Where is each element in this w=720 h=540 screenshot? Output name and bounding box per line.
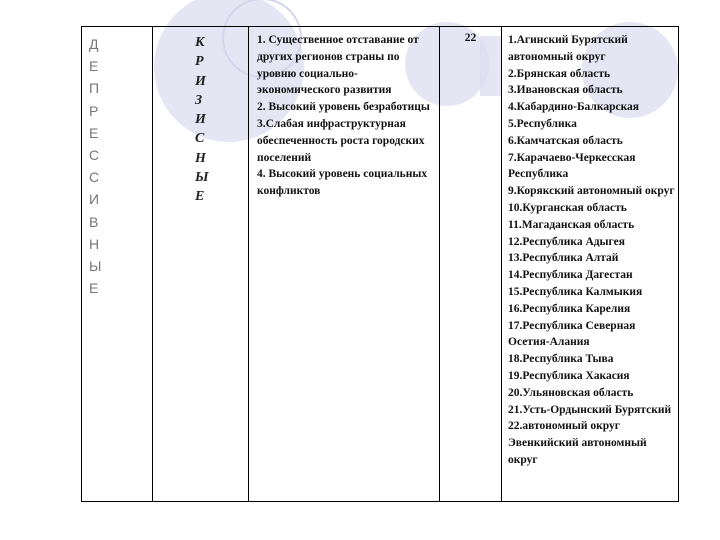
regions-list — [502, 27, 678, 469]
vertical-letter: К — [195, 35, 205, 50]
vertical-letter: И — [89, 191, 100, 208]
region-item: 21.Усть-Ордынский Бурятский 22.автономный округ — [508, 403, 672, 433]
vertical-letter: З — [195, 92, 203, 108]
region-item: 6.Камчатская область — [508, 134, 623, 147]
vertical-letter: Е — [195, 189, 205, 205]
vertical-letter: Ы — [195, 170, 209, 186]
region-item: 9.Корякский автономный округ — [508, 185, 675, 198]
region-item: 11.Магаданская область — [508, 218, 635, 231]
criterion-item: 1. Существенное отставание от других регионов страны по уровню социально-экономического развития — [257, 34, 419, 97]
vertical-letter: Д — [89, 36, 99, 52]
table-row — [82, 27, 679, 502]
vertical-letter: С — [195, 131, 205, 147]
region-item: 14.Республика Дагестан — [508, 269, 633, 282]
vertical-letter: П — [89, 80, 100, 97]
region-item: 20.Ульяновская область — [508, 386, 634, 399]
criteria-list — [249, 27, 439, 200]
region-item: 18.Республика Тыва — [508, 353, 614, 366]
vertical-letter: Е — [89, 58, 99, 75]
region-item: 12.Республика Адыгея — [508, 235, 625, 248]
criterion-item: 2. Высокий уровень безработицы — [257, 101, 430, 114]
crisis-label-cell — [153, 27, 249, 502]
vertical-letter: Н — [195, 150, 206, 166]
region-item: 5.Республика — [508, 117, 577, 130]
region-item: 10.Курганская область — [508, 201, 627, 214]
vertical-label-crisis — [153, 27, 248, 207]
vertical-letter: Е — [89, 124, 99, 141]
vertical-letter: С — [89, 146, 100, 163]
vertical-letter: Н — [89, 235, 100, 252]
vertical-label-depressed — [82, 27, 152, 299]
region-item: 1.Агинский Бурятский автономный округ — [508, 34, 628, 63]
region-item: 16.Республика Карелия — [508, 302, 631, 315]
region-item: 17.Республика Северная Осетия-Алания — [508, 319, 636, 349]
vertical-letter: В — [89, 213, 99, 230]
regions-cell — [502, 27, 679, 502]
vertical-letter: И — [195, 112, 206, 128]
region-item: Эвенкийский автономный округ — [508, 437, 647, 466]
criteria-cell — [249, 27, 440, 502]
region-item: 3.Ивановская область — [508, 84, 623, 97]
region-item: 19.Республика Хакасия — [508, 369, 630, 382]
region-count: 22 — [464, 32, 477, 44]
count-cell — [440, 27, 502, 502]
vertical-letter: Р — [89, 102, 99, 119]
vertical-letter: И — [195, 73, 206, 89]
criterion-item: 4. Высокий уровень социальных конфликтов — [257, 168, 428, 198]
vertical-letter: Р — [195, 54, 204, 70]
vertical-letter: С — [89, 169, 100, 186]
region-item: 13.Республика Алтай — [508, 252, 619, 265]
region-item: 4.Кабардино-Балкарская — [508, 101, 639, 114]
region-item: 7.Карачаево-Черкесская Республика — [508, 151, 636, 181]
depressed-label-cell — [82, 27, 153, 502]
region-item: 15.Республика Калмыкия — [508, 285, 643, 298]
regions-table — [81, 26, 679, 502]
vertical-letter: Ы — [89, 257, 102, 274]
vertical-letter: Е — [89, 280, 99, 297]
region-item: 2.Брянская область — [508, 67, 611, 80]
criterion-item: 3.Слабая инфраструктурная обеспеченность роста городских поселений — [257, 117, 425, 164]
